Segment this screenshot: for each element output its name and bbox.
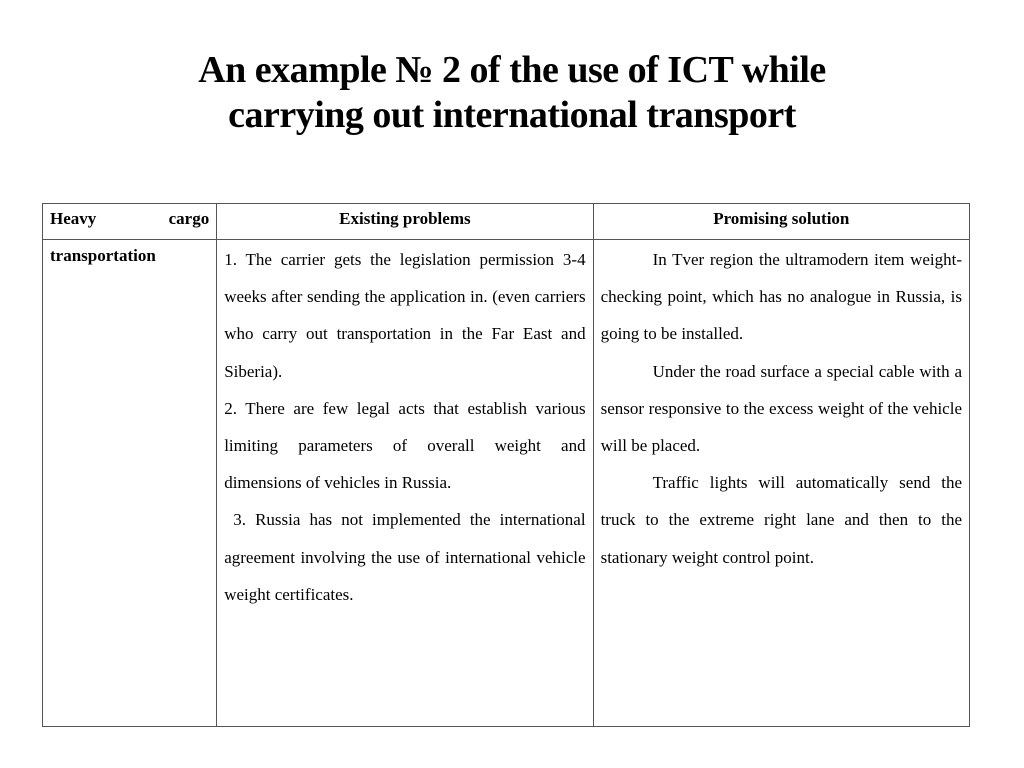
problem-item-2: 2. There are few legal acts that establish various limiting parameters of overall weight and dimensions of vehicles in Russia. [224,398,586,493]
solution-item-1: In Tver region the ultramodern item weight-checking point, which has no analogue in Russia, is going to be installed. [600,250,962,344]
table-header-row [43,204,970,240]
row-label-transportation: transportation [50,246,156,265]
title-line-2: carrying out international transport [228,94,796,136]
header-existing-problems: Existing problems [217,204,593,240]
row-label-cell [43,240,217,727]
table-row [43,240,970,727]
title-line-1: An example № 2 of the use of ICT while [198,49,826,91]
solutions-cell [593,240,969,727]
solution-item-3: Traffic lights will automatically send the truck to the extreme right lane and then to the stationary weight control point. [600,473,962,567]
solution-item-2: Under the road surface a special cable with a sensor responsive to the excess weight of the vehicle will be placed. [600,361,962,456]
problem-item-3: 3. Russia has not implemented the international agreement involving the use of international vehicle weight certificates. [224,510,590,604]
header-cargo-type: Heavy cargo [43,204,217,240]
problem-item-1: 1. The carrier gets the legislation permission 3-4 weeks after sending the application in. (even carriers who carry out transportation in the Far East and Siberia). [224,250,586,381]
problems-cell [217,240,593,727]
slide-title [0,48,1024,138]
comparison-table [42,203,970,727]
header-promising-solution: Promising solution [593,204,969,240]
